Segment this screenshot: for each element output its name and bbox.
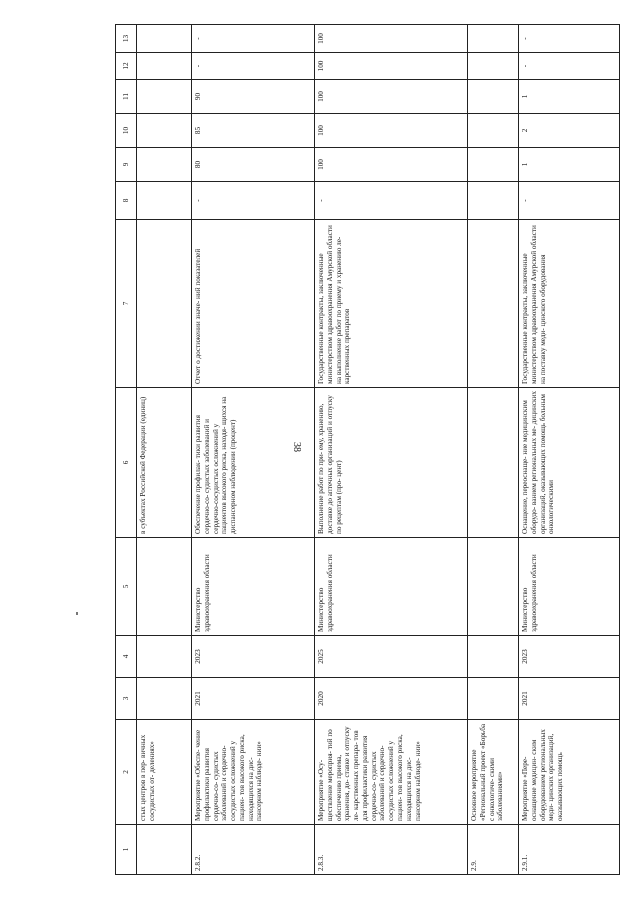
cell-executor: Министерство здравоохранения области	[315, 538, 468, 636]
cell-value	[468, 25, 519, 53]
cell-start-year: 2021	[519, 678, 620, 720]
cell-executor	[468, 538, 519, 636]
header-cell: 6	[116, 388, 137, 538]
cell-event-name: Основное мероприятие «Региональный проект «Борьба с онкологиче- скими заболеваниями»	[468, 720, 519, 825]
table-row	[468, 25, 519, 875]
cell-number: 2.9.	[468, 825, 519, 875]
cell-value	[468, 80, 519, 114]
cell-number	[137, 825, 192, 875]
page-number: 38	[291, 442, 302, 452]
cell-value: -	[519, 25, 620, 53]
cell-value: -	[192, 53, 315, 80]
cell-value: 100	[315, 25, 468, 53]
cell-value	[468, 114, 519, 148]
header-cell: 5	[116, 538, 137, 636]
cell-value: 85	[192, 114, 315, 148]
cell-end-year	[468, 636, 519, 678]
program-table	[115, 24, 620, 875]
cell-value: 80	[192, 148, 315, 182]
cell-executor: Министерство здравоохранения области	[192, 538, 315, 636]
header-cell: 10	[116, 114, 137, 148]
cell-value: 2	[519, 114, 620, 148]
cell-value	[137, 53, 192, 80]
header-cell: 4	[116, 636, 137, 678]
cell-value	[468, 53, 519, 80]
cell-value	[137, 148, 192, 182]
cell-event-name: Мероприятие «Осу- ществление мероприя- тий по обеспечению приема, хранения, до- ставке и отпуску ле- карственных препара- тов для профилактики развития сердечно-со- судистых заболеваний и сердечно-сосудистых осложнений у пациен- тов высокого риска, находящихся на дис- пансерном наблюде- нии»	[315, 720, 468, 825]
cell-value	[137, 25, 192, 53]
cell-start-year	[468, 678, 519, 720]
cell-event-name: Мероприятие «Обеспе- чение профилактики развития сердечно-со- судистых заболеваний и сердечно-сосудистых осложнений у пациен- тов высокого риска, находящихся на дис- пансерном наблюде- нии»	[192, 720, 315, 825]
scan-mark	[76, 612, 78, 615]
cell-executor	[137, 538, 192, 636]
cell-value: -	[519, 182, 620, 220]
rotated-table-container	[115, 25, 640, 875]
cell-value	[137, 80, 192, 114]
cell-value: -	[192, 182, 315, 220]
cell-value	[137, 114, 192, 148]
cell-value: -	[192, 25, 315, 53]
cell-indicator: Оснащение, переоснаще- ние медицинским оборудо- ванием региональных ме- дицинских организаций, оказывающих помощь больным онкологическими	[519, 388, 620, 538]
cell-value	[468, 148, 519, 182]
header-cell: 11	[116, 80, 137, 114]
table-row	[315, 25, 468, 875]
header-cell: 7	[116, 220, 137, 388]
header-cell: 12	[116, 53, 137, 80]
cell-value: 1	[519, 148, 620, 182]
header-cell: 8	[116, 182, 137, 220]
header-cell: 9	[116, 148, 137, 182]
cell-end-year	[137, 636, 192, 678]
cell-number: 2.9.1.	[519, 825, 620, 875]
cell-value: -	[519, 53, 620, 80]
cell-value: 90	[192, 80, 315, 114]
table-row	[192, 25, 315, 875]
cell-number: 2.8.2.	[192, 825, 315, 875]
header-cell: 2	[116, 720, 137, 825]
cell-value	[468, 182, 519, 220]
header-cell: 1	[116, 825, 137, 875]
cell-end-year: 2025	[315, 636, 468, 678]
table-row	[519, 25, 620, 875]
cell-indicator	[468, 388, 519, 538]
cell-value: -	[315, 182, 468, 220]
cell-start-year	[137, 678, 192, 720]
cell-end-year: 2023	[519, 636, 620, 678]
cell-event-name: Мероприятие «Пере- оснащение медицин- ским оборудованием региональных меди- цинских организаций, оказывающих помощь	[519, 720, 620, 825]
cell-value: 100	[315, 80, 468, 114]
cell-result: Государственные контракты, заключенные министерством здравоохранения Амурской области на поставку меди- цинского оборудования	[519, 220, 620, 388]
cell-value: 100	[315, 114, 468, 148]
header-cell: 13	[116, 25, 137, 53]
cell-indicator: в субъектах Российской Федерации (единиц)	[137, 388, 192, 538]
header-row	[116, 25, 137, 875]
cell-start-year: 2021	[192, 678, 315, 720]
cell-executor: Министерство здравоохранения области	[519, 538, 620, 636]
cell-value: 100	[315, 148, 468, 182]
table-row	[137, 25, 192, 875]
cell-event-name: стых центров в пер- вичных сосудистых от- делениях»	[137, 720, 192, 825]
cell-indicator: Выполнение работ по при- ему, хранению, доставке до аптечных организаций и отпуску по рецептам (про- цент)	[315, 388, 468, 538]
cell-start-year: 2020	[315, 678, 468, 720]
cell-end-year: 2023	[192, 636, 315, 678]
cell-result	[137, 220, 192, 388]
cell-number: 2.8.3.	[315, 825, 468, 875]
cell-indicator: Обеспечение профилак- тики развития сердечно-со- судистых заболеваний и сердечно-сосудистых осложнений у пациентов высокого риска, находя- щихся на диспансерном наблюдении (процент)	[192, 388, 315, 538]
cell-result: Государственные контракты, заключенные министерством здравоохранения Амурской области на выполнение работ по приему и хранению ле- карственных препаратов	[315, 220, 468, 388]
header-cell: 3	[116, 678, 137, 720]
cell-value: 1	[519, 80, 620, 114]
cell-value	[137, 182, 192, 220]
cell-result	[468, 220, 519, 388]
cell-result: Отчет о достижении значе- ний показателей	[192, 220, 315, 388]
cell-value: 100	[315, 53, 468, 80]
